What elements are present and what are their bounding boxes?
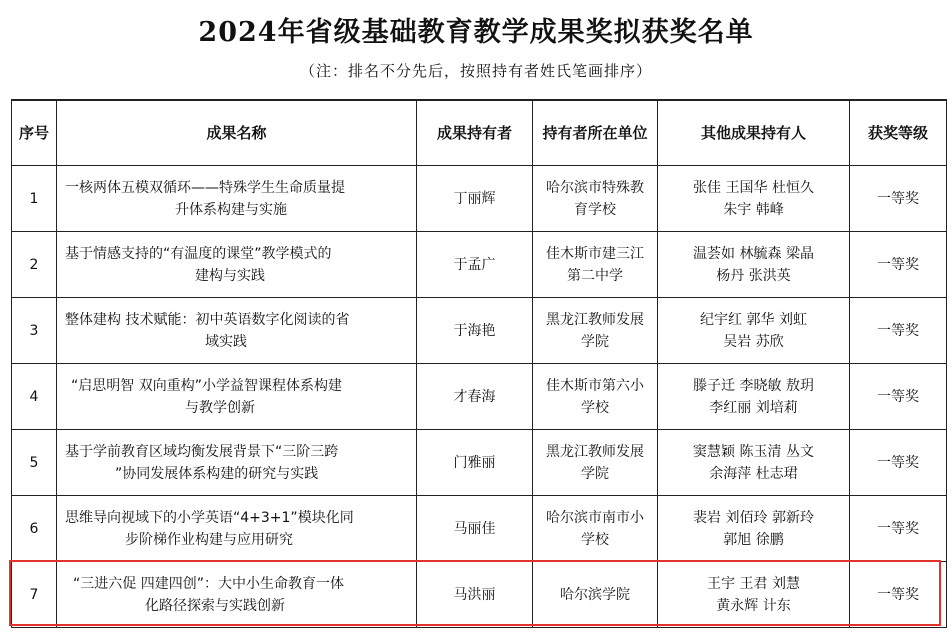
unit-line-2: 育学校 [574, 201, 616, 218]
others-line-2: 郭旭 徐鹏 [723, 531, 784, 548]
name-line-1: 整体建构 技术赋能：初中英语数字化阅读的省 [65, 311, 350, 328]
row-holder: 于孟广 [417, 232, 533, 298]
others-line-1: 张佳 王国华 杜恒久 [693, 179, 814, 196]
table-row [12, 298, 947, 364]
name-line-1: “启思明智 双向重构”小学益智课程体系构建 [71, 377, 342, 394]
others-line-1: 王宇 王君 刘慧 [707, 575, 800, 592]
column-header-name: 成果名称 [57, 100, 417, 166]
row-other-holders [658, 430, 850, 496]
row-no: 5 [12, 430, 57, 496]
row-achievement-name [57, 298, 417, 364]
row-other-holders [658, 496, 850, 562]
row-achievement-name [57, 430, 417, 496]
others-line-2: 余海萍 杜志珺 [709, 465, 798, 482]
page-note: （注：排名不分先后，按照持有者姓氏笔画排序） [299, 62, 652, 80]
others-line-2: 李红丽 刘培莉 [709, 399, 798, 416]
row-achievement-name [57, 232, 417, 298]
column-header-level: 获奖等级 [850, 100, 947, 166]
others-line-2: 黄永辉 计东 [716, 597, 791, 614]
others-line-2: 杨丹 张洪英 [716, 267, 791, 284]
table-row [12, 232, 947, 298]
row-no: 7 [12, 562, 57, 628]
row-award-level: 一等奖 [850, 430, 947, 496]
name-line-1: 基于情感支持的“有温度的课堂”教学模式的 [65, 245, 332, 262]
row-no: 6 [12, 496, 57, 562]
unit-line-1: 哈尔滨市南市小 [546, 509, 644, 526]
row-other-holders [658, 166, 850, 232]
row-award-level: 一等奖 [850, 232, 947, 298]
row-unit [533, 496, 658, 562]
unit-line-1: 佳木斯市第六小 [546, 377, 644, 394]
row-holder: 马洪丽 [417, 562, 533, 628]
unit-line-2: 学校 [581, 531, 609, 548]
unit-line-1: 哈尔滨市特殊教 [546, 179, 644, 196]
row-award-level: 一等奖 [850, 562, 947, 628]
column-header-holder: 成果持有者 [417, 100, 533, 166]
name-line-2: 升体系构建与实施 [175, 201, 287, 218]
row-no: 3 [12, 298, 57, 364]
row-unit [533, 298, 658, 364]
others-line-2: 朱宇 韩峰 [723, 201, 784, 218]
column-header-unit: 持有者所在单位 [533, 100, 658, 166]
row-holder: 于海艳 [417, 298, 533, 364]
row-unit [533, 562, 658, 628]
name-line-2: ”协同发展体系构建的研究与实践 [115, 465, 319, 482]
unit-line-1: 佳木斯市建三江 [546, 245, 644, 262]
column-header-no: 序号 [12, 100, 57, 166]
row-other-holders [658, 232, 850, 298]
table-row [12, 562, 947, 628]
table-row [12, 430, 947, 496]
page-title: 2024年省级基础教育教学成果奖拟获奖名单 [198, 17, 754, 48]
name-line-2: 域实践 [205, 333, 247, 350]
others-line-1: 滕子迁 李晓敏 敖玥 [693, 377, 814, 394]
row-award-level: 一等奖 [850, 364, 947, 430]
others-line-1: 裴岩 刘佰玲 郭新玲 [693, 509, 814, 526]
others-line-2: 吴岩 苏欣 [723, 333, 784, 350]
row-achievement-name [57, 166, 417, 232]
table-header-row [12, 100, 947, 166]
others-line-1: 窦慧颖 陈玉清 丛文 [693, 443, 814, 460]
row-unit [533, 430, 658, 496]
name-line-1: “三进六促 四建四创”：大中小生命教育一体 [73, 575, 344, 592]
row-unit [533, 364, 658, 430]
name-line-2: 与教学创新 [185, 399, 255, 416]
name-line-1: 一核两体五模双循环——特殊学生生命质量提 [65, 179, 345, 196]
name-line-2: 建构与实践 [195, 267, 265, 284]
awards-table [11, 99, 947, 628]
column-header-others: 其他成果持有人 [658, 100, 850, 166]
row-achievement-name [57, 562, 417, 628]
row-other-holders [658, 364, 850, 430]
row-award-level: 一等奖 [850, 496, 947, 562]
row-holder: 马丽佳 [417, 496, 533, 562]
others-line-1: 纪宇红 郭华 刘虹 [700, 311, 807, 328]
row-no: 1 [12, 166, 57, 232]
row-unit [533, 166, 658, 232]
table-row [12, 364, 947, 430]
unit-line-1: 哈尔滨学院 [560, 586, 630, 603]
row-holder: 才春海 [417, 364, 533, 430]
row-award-level: 一等奖 [850, 298, 947, 364]
row-achievement-name [57, 496, 417, 562]
unit-line-2: 学院 [581, 465, 609, 482]
table-row [12, 166, 947, 232]
row-award-level: 一等奖 [850, 166, 947, 232]
row-achievement-name [57, 364, 417, 430]
others-line-1: 温荟如 林毓森 梁晶 [693, 245, 814, 262]
name-line-1: 基于学前教育区域均衡发展背景下“三阶三跨 [65, 443, 339, 460]
row-holder: 门雅丽 [417, 430, 533, 496]
row-other-holders [658, 562, 850, 628]
row-no: 4 [12, 364, 57, 430]
row-holder: 丁丽辉 [417, 166, 533, 232]
name-line-2: 化路径探索与实践创新 [145, 597, 285, 614]
unit-line-1: 黑龙江教师发展 [546, 311, 644, 328]
unit-line-1: 黑龙江教师发展 [546, 443, 644, 460]
row-no: 2 [12, 232, 57, 298]
row-other-holders [658, 298, 850, 364]
name-line-1: 思维导向视域下的小学英语“4+3+1”模块化同 [65, 509, 354, 526]
unit-line-2: 学院 [581, 333, 609, 350]
table-row [12, 496, 947, 562]
row-unit [533, 232, 658, 298]
name-line-2: 步阶梯作业构建与应用研究 [125, 531, 293, 548]
unit-line-2: 学校 [581, 399, 609, 416]
unit-line-2: 第二中学 [567, 267, 623, 284]
